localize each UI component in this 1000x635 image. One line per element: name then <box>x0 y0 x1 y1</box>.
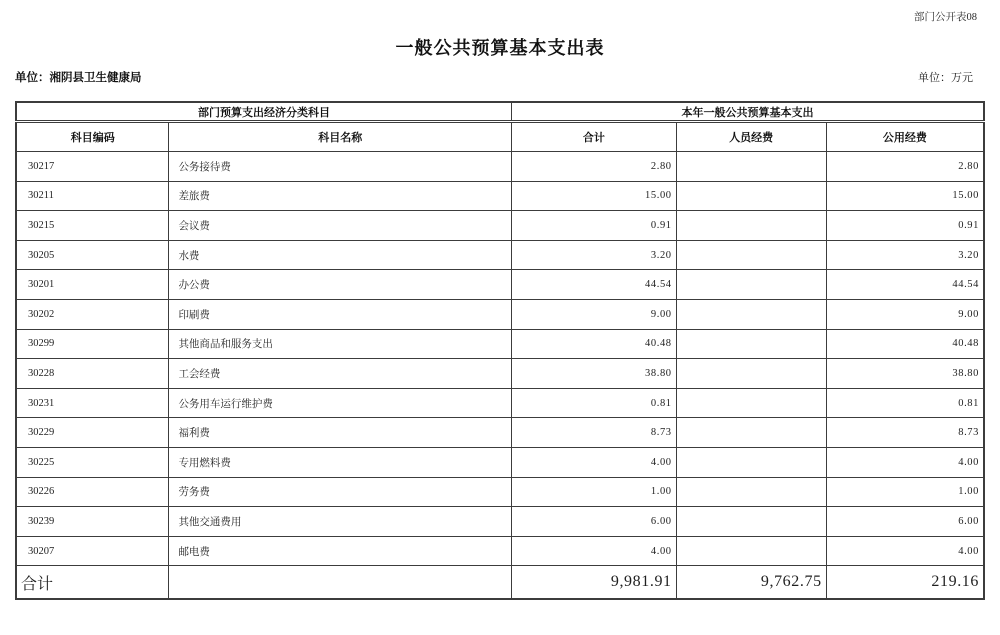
subject-code-cell: 30205 <box>16 240 169 270</box>
unit-name-label: 单位：湘阴县卫生健康局 <box>15 72 142 84</box>
table-row <box>16 329 984 359</box>
subject-name-cell: 水费 <box>169 240 512 270</box>
personnel-amount-cell <box>676 447 826 477</box>
total-amount-cell: 9.00 <box>512 299 677 329</box>
personnel-amount-cell <box>676 329 826 359</box>
subject-name-cell: 会议费 <box>169 211 512 241</box>
subject-name-cell: 差旅费 <box>169 181 512 211</box>
public-amount-cell: 2.80 <box>826 152 984 182</box>
header-columns-row <box>16 122 984 152</box>
total-amount-cell: 3.20 <box>512 240 677 270</box>
subject-name-cell: 专用燃料费 <box>169 447 512 477</box>
public-amount-cell: 1.00 <box>826 477 984 507</box>
total-label-cell: 合计 <box>16 566 169 600</box>
budget-table <box>15 101 985 600</box>
subject-code-cell: 30217 <box>16 152 169 182</box>
subject-name-cell: 其他交通费用 <box>169 507 512 537</box>
personnel-amount-cell <box>676 211 826 241</box>
subject-code-cell: 30207 <box>16 536 169 566</box>
total-amount-cell: 15.00 <box>512 181 677 211</box>
table-row <box>16 299 984 329</box>
subject-code-cell: 30239 <box>16 507 169 537</box>
header-group-subject: 部门预算支出经济分类科目 <box>16 102 512 122</box>
subject-code-cell: 30211 <box>16 181 169 211</box>
total-personnel-cell: 9,762.75 <box>676 566 826 600</box>
subject-name-cell: 公务用车运行维护费 <box>169 388 512 418</box>
table-body <box>16 152 984 566</box>
table-header <box>16 102 984 152</box>
header-group-expenditure: 本年一般公共预算基本支出 <box>512 102 984 122</box>
subject-name-cell: 其他商品和服务支出 <box>169 329 512 359</box>
table-row <box>16 211 984 241</box>
table-row <box>16 388 984 418</box>
personnel-amount-cell <box>676 270 826 300</box>
table-row <box>16 152 984 182</box>
personnel-amount-cell <box>676 299 826 329</box>
meta-row <box>0 69 1000 85</box>
subject-code-cell: 30201 <box>16 270 169 300</box>
subject-name-cell: 工会经费 <box>169 359 512 389</box>
personnel-amount-cell <box>676 418 826 448</box>
subject-code-cell: 30225 <box>16 447 169 477</box>
subject-code-cell: 30215 <box>16 211 169 241</box>
public-amount-cell: 4.00 <box>826 536 984 566</box>
subject-name-cell: 办公费 <box>169 270 512 300</box>
column-header-subject-code: 科目编码 <box>16 122 169 152</box>
total-amount-cell: 4.00 <box>512 447 677 477</box>
column-header-subject-name: 科目名称 <box>169 122 512 152</box>
subject-code-cell: 30202 <box>16 299 169 329</box>
subject-code-cell: 30231 <box>16 388 169 418</box>
public-amount-cell: 15.00 <box>826 181 984 211</box>
table-row <box>16 270 984 300</box>
unit-currency-label: 单位：万元 <box>918 72 973 84</box>
subject-name-cell: 邮电费 <box>169 536 512 566</box>
public-amount-cell: 0.91 <box>826 211 984 241</box>
table-row <box>16 477 984 507</box>
personnel-amount-cell <box>676 477 826 507</box>
total-amount-cell: 8.73 <box>512 418 677 448</box>
subject-code-cell: 30299 <box>16 329 169 359</box>
total-amount-cell: 4.00 <box>512 536 677 566</box>
column-header-public: 公用经费 <box>826 122 984 152</box>
table-footer <box>16 566 984 600</box>
subject-code-cell: 30226 <box>16 477 169 507</box>
public-amount-cell: 6.00 <box>826 507 984 537</box>
personnel-amount-cell <box>676 536 826 566</box>
table-row <box>16 447 984 477</box>
personnel-amount-cell <box>676 181 826 211</box>
public-amount-cell: 8.73 <box>826 418 984 448</box>
table-row <box>16 418 984 448</box>
total-amount-cell: 38.80 <box>512 359 677 389</box>
total-amount-cell: 44.54 <box>512 270 677 300</box>
total-amount-cell: 1.00 <box>512 477 677 507</box>
subject-code-cell: 30229 <box>16 418 169 448</box>
personnel-amount-cell <box>676 359 826 389</box>
total-amount-cell: 0.91 <box>512 211 677 241</box>
subject-name-cell: 福利费 <box>169 418 512 448</box>
public-amount-cell: 3.20 <box>826 240 984 270</box>
header-group-row <box>16 102 984 122</box>
total-amount-cell: 6.00 <box>512 507 677 537</box>
personnel-amount-cell <box>676 240 826 270</box>
subject-name-cell: 印刷费 <box>169 299 512 329</box>
subject-name-cell: 劳务费 <box>169 477 512 507</box>
table-row <box>16 507 984 537</box>
total-amount-cell: 2.80 <box>512 152 677 182</box>
personnel-amount-cell <box>676 507 826 537</box>
total-amount-cell: 9,981.91 <box>512 566 677 600</box>
table-row <box>16 359 984 389</box>
table-row <box>16 240 984 270</box>
total-amount-cell: 0.81 <box>512 388 677 418</box>
total-amount-cell: 40.48 <box>512 329 677 359</box>
public-amount-cell: 4.00 <box>826 447 984 477</box>
table-row <box>16 181 984 211</box>
total-row <box>16 566 984 600</box>
subject-name-cell: 公务接待费 <box>169 152 512 182</box>
column-header-personnel: 人员经费 <box>676 122 826 152</box>
column-header-total: 合计 <box>512 122 677 152</box>
total-public-cell: 219.16 <box>826 566 984 600</box>
public-amount-cell: 9.00 <box>826 299 984 329</box>
page-title: 一般公共预算基本支出表 <box>395 38 605 58</box>
personnel-amount-cell <box>676 388 826 418</box>
document-code: 部门公开表08 <box>914 12 977 23</box>
total-name-cell <box>169 566 512 600</box>
public-amount-cell: 40.48 <box>826 329 984 359</box>
public-amount-cell: 38.80 <box>826 359 984 389</box>
subject-code-cell: 30228 <box>16 359 169 389</box>
public-amount-cell: 44.54 <box>826 270 984 300</box>
table-row <box>16 536 984 566</box>
personnel-amount-cell <box>676 152 826 182</box>
public-amount-cell: 0.81 <box>826 388 984 418</box>
